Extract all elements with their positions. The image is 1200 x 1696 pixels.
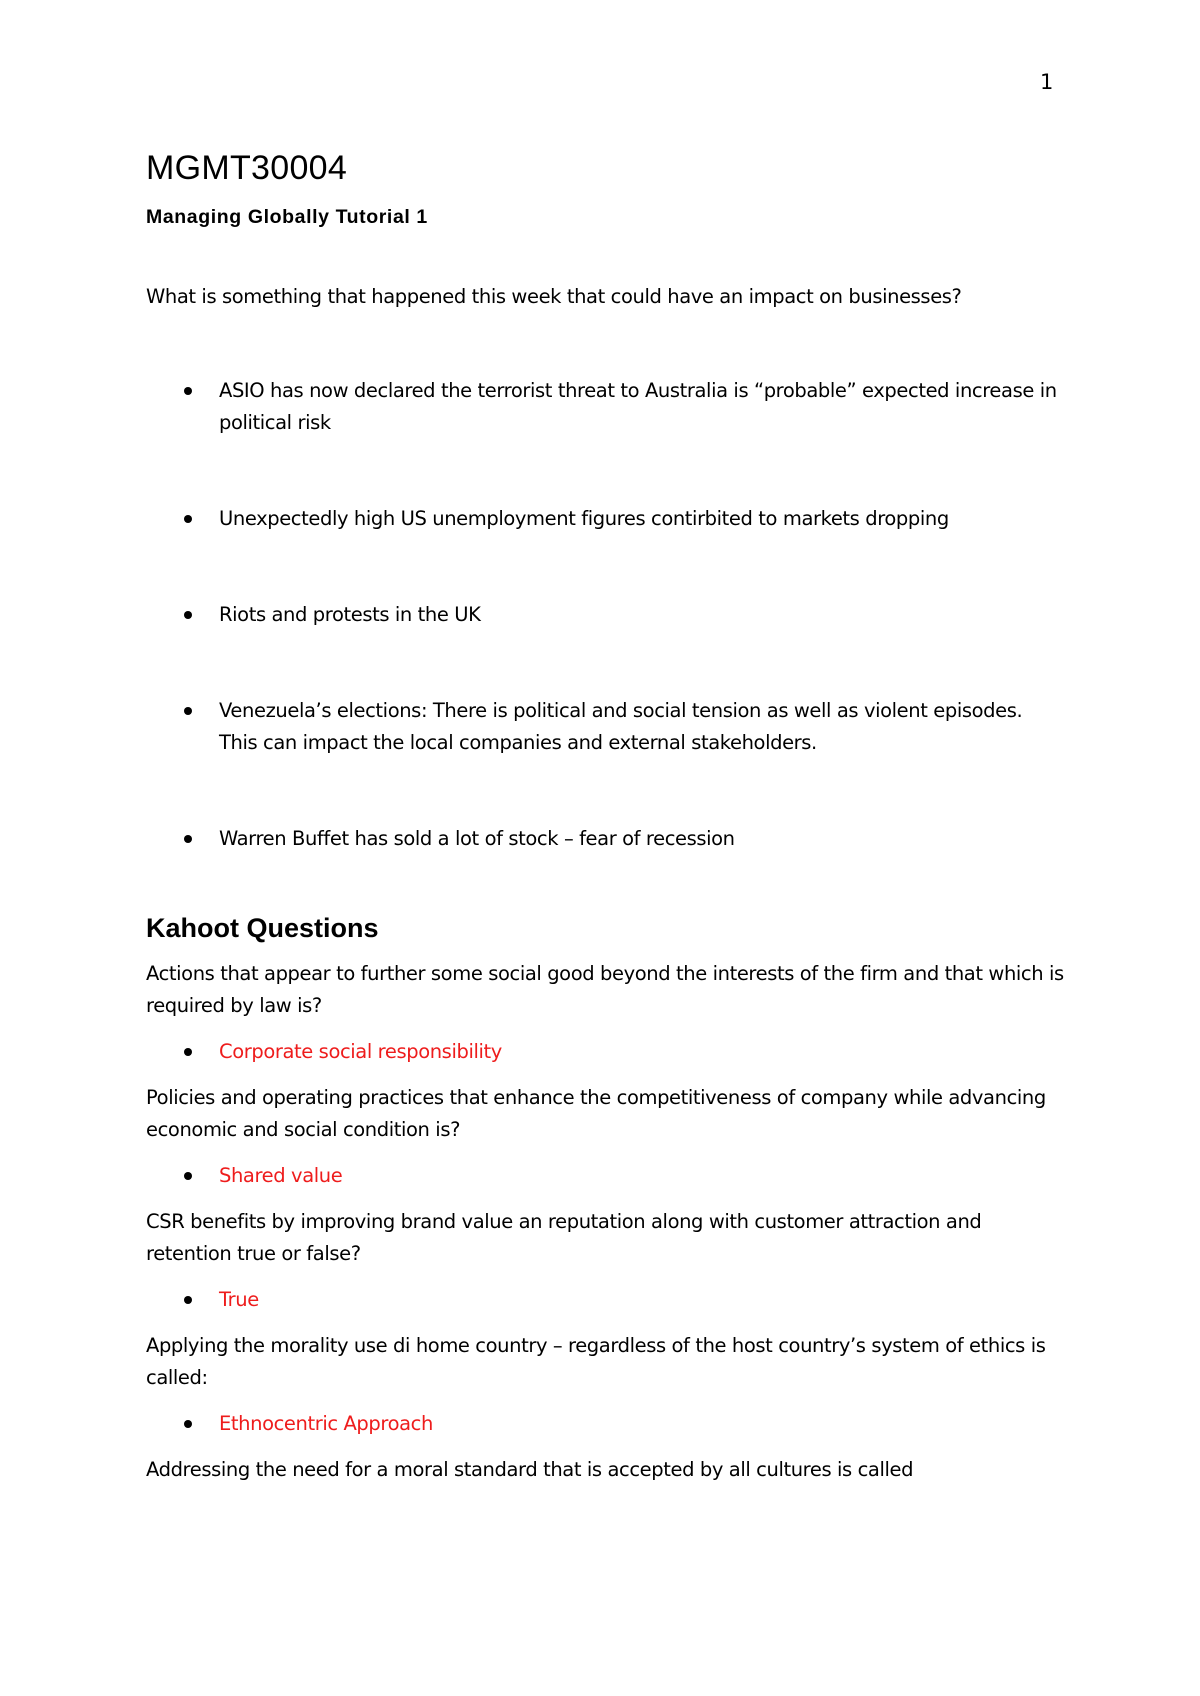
bullet-icon <box>184 835 192 843</box>
list-item-text: Warren Buffet has sold a lot of stock – fear of recession <box>219 827 735 850</box>
section-heading: Kahoot Questions <box>146 913 379 943</box>
answer-text: Ethnocentric Approach <box>219 1412 433 1435</box>
list-item <box>146 599 1066 631</box>
list-item-text: Riots and protests in the UK <box>219 603 481 626</box>
kahoot-question: Actions that appear to further some social good beyond the interests of the firm and that which is required by law is? <box>146 962 1064 1017</box>
bullet-icon <box>184 387 192 395</box>
kahoot-question: Applying the morality use di home country – regardless of the host country’s system of ethics is called: <box>146 1334 1046 1389</box>
answer-item <box>146 1036 1066 1068</box>
kahoot-question: Addressing the need for a moral standard that is accepted by all cultures is called <box>146 1458 914 1481</box>
document-title: MGMT30004 <box>146 149 348 187</box>
page-number: 1 <box>1040 70 1054 94</box>
answer-text: True <box>219 1288 259 1311</box>
answer-list <box>146 1408 1066 1440</box>
list-item-text: Unexpectedly high US unemployment figures contirbited to markets dropping <box>219 507 949 530</box>
bullet-icon <box>184 611 192 619</box>
kahoot-question: Policies and operating practices that enhance the competitiveness of company while advancing economic and social condition is? <box>146 1086 1046 1141</box>
document-body <box>146 148 1066 1486</box>
answer-item <box>146 1160 1066 1192</box>
bullet-icon <box>184 1048 192 1056</box>
bullet-icon <box>184 1296 192 1304</box>
bullet-icon <box>184 515 192 523</box>
list-item <box>146 375 1066 439</box>
list-item-text: ASIO has now declared the terrorist threat to Australia is “probable” expected increase in political risk <box>219 379 1057 434</box>
answer-item <box>146 1408 1066 1440</box>
list-item <box>146 823 1066 855</box>
answer-list <box>146 1036 1066 1068</box>
answer-list <box>146 1284 1066 1316</box>
answer-text: Shared value <box>219 1164 343 1187</box>
kahoot-question: CSR benefits by improving brand value an reputation along with customer attraction and retention true or false? <box>146 1210 982 1265</box>
answer-item <box>146 1284 1066 1316</box>
list-item-text: Venezuela’s elections: There is political and social tension as well as violent episodes. This can impact the local companies and external stakeholders. <box>219 699 1023 754</box>
intro-question: What is something that happened this week that could have an impact on businesses? <box>146 285 962 308</box>
answer-list <box>146 1160 1066 1192</box>
list-item <box>146 503 1066 535</box>
bullet-icon <box>184 707 192 715</box>
list-item <box>146 695 1066 759</box>
document-subtitle: Managing Globally Tutorial 1 <box>146 206 428 228</box>
bullet-icon <box>184 1172 192 1180</box>
bullet-icon <box>184 1420 192 1428</box>
news-list <box>146 375 1066 855</box>
answer-text: Corporate social responsibility <box>219 1040 502 1063</box>
